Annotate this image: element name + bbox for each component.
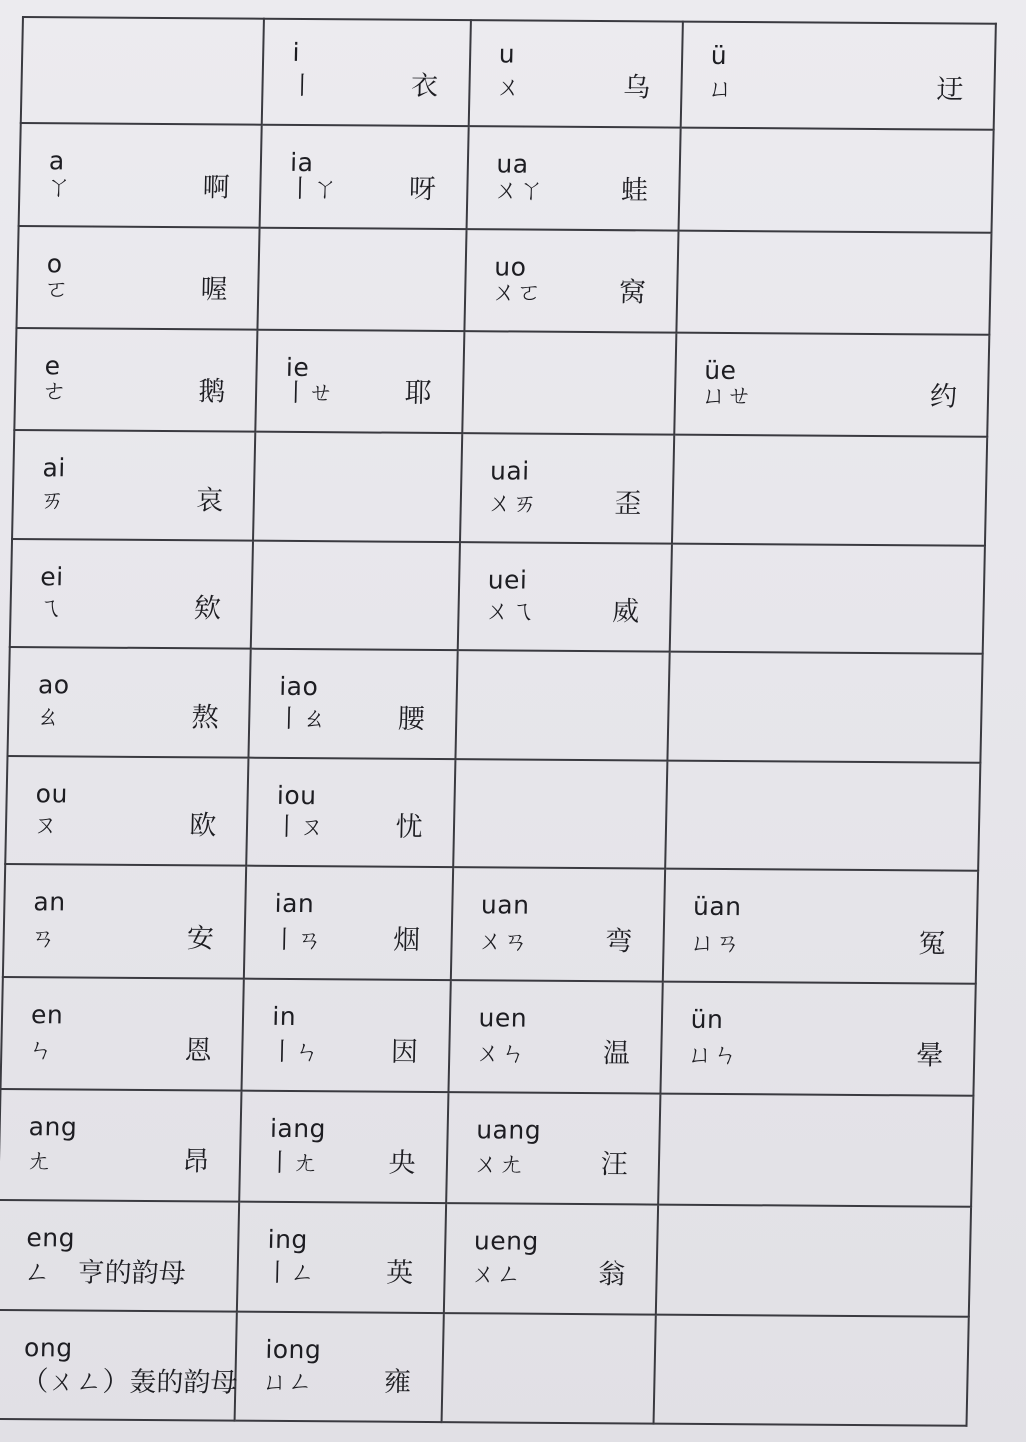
pinyin-label: a xyxy=(48,146,66,176)
table-cell xyxy=(446,1093,660,1205)
table-cell xyxy=(653,1315,969,1426)
zhuyin-symbol: ㄩㄢ xyxy=(689,927,741,957)
table-cell xyxy=(441,1314,655,1424)
zhuyin-symbol: ㄩㄥ xyxy=(262,1366,314,1397)
zhuyin-symbol: 丨ㄢ xyxy=(271,924,323,955)
pinyin-label: ün xyxy=(690,1004,724,1034)
cell-content xyxy=(469,21,681,127)
example-character: 蛙 xyxy=(620,174,649,207)
cell-content xyxy=(668,653,982,762)
cell-content xyxy=(263,20,469,126)
table-cell xyxy=(658,1094,974,1207)
table-cell xyxy=(665,760,981,871)
zhuyin-symbol: ㄡ xyxy=(32,810,59,840)
example-character: 因 xyxy=(390,1037,419,1069)
table-cell xyxy=(462,331,676,435)
example-character: 雍 xyxy=(383,1366,412,1398)
table-cell xyxy=(0,1200,239,1312)
example-character: 窝 xyxy=(618,277,647,309)
example-character: 欧 xyxy=(189,810,217,842)
table-cell xyxy=(667,652,983,763)
table-cell xyxy=(1,977,245,1091)
pinyin-label: e xyxy=(44,351,61,381)
pinyin-label: uo xyxy=(494,252,527,282)
table-cell xyxy=(251,541,460,651)
pinyin-label: iao xyxy=(278,672,319,702)
cell-content xyxy=(22,18,263,124)
zhuyin-symbol: ㄚ xyxy=(46,171,72,202)
zhuyin-symbol: 丨ㄡ xyxy=(274,812,325,842)
example-character: 歪 xyxy=(614,488,642,520)
example-character: 烟 xyxy=(392,924,421,956)
pinyin-label: ü xyxy=(710,40,728,70)
cell-content xyxy=(245,867,452,979)
table-cell xyxy=(448,980,662,1094)
example-character: 冤 xyxy=(918,928,946,960)
table-row xyxy=(1,977,976,1096)
table-cell xyxy=(669,543,985,654)
cell-content xyxy=(13,431,254,539)
cell-content xyxy=(451,868,663,980)
table-cell xyxy=(16,226,259,330)
table-cell xyxy=(235,1312,444,1422)
pinyin-label: ei xyxy=(39,562,64,592)
table-cell xyxy=(655,1205,971,1318)
zhuyin-symbol: ㄨ xyxy=(495,72,522,102)
final-note: （ㄨㄥ）轰的韵母 xyxy=(21,1366,238,1399)
table-cell xyxy=(466,127,680,231)
cell-content xyxy=(659,1095,973,1206)
example-character: 恩 xyxy=(184,1035,212,1067)
zhuyin-symbol: ㄠ xyxy=(35,701,61,732)
pinyin-label: iang xyxy=(269,1114,327,1144)
pinyin-label: uang xyxy=(475,1115,542,1146)
table-cell xyxy=(237,1202,446,1314)
table-cell xyxy=(5,756,249,866)
zhuyin-symbol: ㄨㄟ xyxy=(484,596,536,626)
pinyin-label: o xyxy=(46,248,63,279)
table-cell xyxy=(460,434,674,544)
table-cell xyxy=(14,328,257,432)
cell-content xyxy=(238,1203,445,1313)
table-cell xyxy=(464,229,678,333)
zhuyin-symbol: 丨ㄤ xyxy=(266,1147,318,1178)
cell-content xyxy=(20,124,261,226)
pinyin-label: iong xyxy=(265,1335,322,1365)
zhuyin-symbol: 丨 xyxy=(289,71,316,101)
cell-content xyxy=(0,1311,236,1419)
table-row xyxy=(10,539,985,654)
cell-content xyxy=(654,1316,968,1425)
zhuyin-symbol: 丨ㄝ xyxy=(283,378,334,408)
table-cell xyxy=(455,650,669,760)
zhuyin-symbol: ㄩㄣ xyxy=(687,1040,739,1070)
example-character: 耶 xyxy=(404,378,432,410)
table-cell xyxy=(674,333,989,438)
table-cell xyxy=(260,125,468,229)
table-row xyxy=(3,864,978,983)
zhuyin-symbol: ㄩ xyxy=(707,74,734,104)
zhuyin-symbol: ㄣ xyxy=(28,1035,54,1065)
table-cell xyxy=(662,869,978,984)
pinyin-label: ie xyxy=(285,352,310,383)
table-row xyxy=(12,430,987,545)
table-cell xyxy=(253,432,462,542)
cell-content xyxy=(681,23,994,130)
pinyin-label: ong xyxy=(23,1333,73,1363)
cell-content xyxy=(243,980,450,1092)
table-cell xyxy=(10,539,254,649)
pinyin-label: en xyxy=(30,1000,64,1030)
example-character: 汪 xyxy=(600,1149,628,1181)
example-character: 弯 xyxy=(604,926,633,958)
zhuyin-symbol: ㄨㄞ xyxy=(487,488,538,518)
zhuyin-symbol: ㄨㄣ xyxy=(475,1038,527,1069)
cell-content xyxy=(467,128,679,230)
example-character: 衣 xyxy=(410,71,439,103)
cell-content xyxy=(663,870,977,983)
example-character: 鹅 xyxy=(198,376,226,408)
table-cell xyxy=(443,1203,657,1315)
cell-content xyxy=(661,982,975,1095)
zhuyin-symbol: ㄟ xyxy=(37,593,63,623)
zhuyin-symbol: ㄨㄛ xyxy=(491,277,543,307)
cell-content xyxy=(677,231,990,333)
table-row xyxy=(16,226,991,335)
zhuyin-symbol: ㄜ xyxy=(41,376,68,406)
cell-content xyxy=(670,544,984,653)
pinyin-label: ang xyxy=(28,1112,78,1142)
pinyin-label: eng xyxy=(26,1223,76,1253)
table-row xyxy=(0,1089,973,1206)
table-row xyxy=(0,1200,971,1317)
cell-content xyxy=(458,543,670,651)
zhuyin-symbol: 丨ㄚ xyxy=(287,173,339,203)
example-character: 腰 xyxy=(397,703,426,735)
example-character: 威 xyxy=(611,596,640,628)
example-character: 约 xyxy=(929,381,958,413)
cell-content xyxy=(0,1201,238,1311)
finals-table-wrapper xyxy=(0,16,997,1427)
table-cell xyxy=(256,330,464,434)
pinyin-label: iou xyxy=(276,780,317,810)
pinyin-finals-table xyxy=(0,16,997,1427)
cell-content xyxy=(248,758,454,866)
table-cell xyxy=(244,866,453,980)
zhuyin-symbol: ㄛ xyxy=(43,274,70,304)
zhuyin-symbol: ㄨㄥ xyxy=(470,1259,522,1290)
zhuyin-symbol: 丨ㄣ xyxy=(269,1037,320,1067)
cell-content xyxy=(456,651,668,759)
pinyin-label: üan xyxy=(692,892,742,922)
cell-content xyxy=(679,129,992,231)
table-cell xyxy=(3,864,247,978)
pinyin-label: i xyxy=(292,37,301,67)
cell-content xyxy=(259,228,465,330)
table-cell xyxy=(450,867,664,981)
cell-content xyxy=(463,332,675,434)
zhuyin-symbol: ㄨㄤ xyxy=(473,1149,524,1179)
example-character: 英 xyxy=(385,1258,414,1290)
table-cell xyxy=(678,128,993,233)
cell-content xyxy=(240,1092,447,1202)
pinyin-label: u xyxy=(498,39,516,69)
pinyin-label: ua xyxy=(496,149,529,179)
table-cell xyxy=(258,227,466,331)
pinyin-label: an xyxy=(33,887,66,917)
table-cell xyxy=(247,757,456,867)
example-character: 央 xyxy=(388,1147,416,1179)
zhuyin-symbol: ㄞ xyxy=(39,485,66,515)
example-character: 喔 xyxy=(200,274,228,306)
zhuyin-symbol: ㄨㄚ xyxy=(493,175,545,205)
example-character: 翁 xyxy=(597,1259,626,1291)
table-cell xyxy=(468,20,682,128)
cell-content xyxy=(454,760,666,868)
table-row xyxy=(19,123,994,232)
cell-content xyxy=(17,227,258,329)
cell-content xyxy=(2,978,244,1090)
table-cell xyxy=(239,1091,448,1203)
table-row xyxy=(8,647,983,762)
cell-content xyxy=(236,1313,442,1421)
cell-content xyxy=(4,865,246,977)
example-character: 昂 xyxy=(181,1146,210,1178)
cell-content xyxy=(673,436,987,545)
zhuyin-symbol: ㄤ xyxy=(25,1146,52,1176)
cell-content xyxy=(0,1090,241,1200)
cell-content xyxy=(444,1204,656,1314)
example-character: 乌 xyxy=(622,72,651,104)
cell-content xyxy=(657,1206,971,1317)
pinyin-label: uan xyxy=(480,890,530,920)
zhuyin-symbol: 丨ㄠ xyxy=(276,703,327,734)
table-cell xyxy=(457,542,671,652)
example-character: 啊 xyxy=(202,172,231,204)
table-cell xyxy=(21,17,264,125)
final-note: ㄥ 亨的韵母 xyxy=(23,1257,186,1290)
zhuyin-symbol: ㄩㄝ xyxy=(701,381,753,411)
table-cell xyxy=(680,22,996,131)
table-row xyxy=(14,328,989,437)
table-cell xyxy=(672,435,988,546)
pinyin-label: uen xyxy=(478,1003,528,1033)
table-cell xyxy=(676,230,991,335)
pinyin-label: ia xyxy=(289,148,314,178)
pinyin-label: üe xyxy=(703,355,737,386)
table-cell xyxy=(262,19,470,127)
pinyin-label: uei xyxy=(487,565,528,595)
cell-content xyxy=(252,542,458,650)
example-character: 熬 xyxy=(191,702,219,734)
cell-content xyxy=(11,540,252,648)
table-row xyxy=(0,1310,969,1425)
example-character: 欸 xyxy=(193,593,222,625)
pinyin-label: ueng xyxy=(473,1226,540,1256)
table-cell xyxy=(19,123,262,227)
cell-content xyxy=(449,981,661,1093)
pinyin-label: ai xyxy=(42,453,67,483)
cell-content xyxy=(250,650,456,758)
cell-content xyxy=(261,126,467,228)
table-cell xyxy=(660,981,976,1096)
cell-content xyxy=(15,329,256,431)
cell-content xyxy=(447,1094,659,1204)
cell-content xyxy=(6,757,247,865)
example-character: 晕 xyxy=(915,1040,944,1072)
cell-content xyxy=(666,761,980,870)
cell-content xyxy=(257,331,463,433)
cell-content xyxy=(675,334,988,436)
zhuyin-symbol: 丨ㄥ xyxy=(264,1258,316,1288)
table-cell xyxy=(8,647,252,757)
example-character: 迂 xyxy=(936,74,964,107)
table-cell xyxy=(249,649,458,759)
cell-content xyxy=(254,433,460,541)
pinyin-label: ian xyxy=(274,889,315,919)
example-character: 忧 xyxy=(395,811,423,844)
zhuyin-symbol: ㄨㄢ xyxy=(477,926,529,956)
table-cell xyxy=(12,430,256,540)
pinyin-label: ao xyxy=(37,670,70,700)
example-character: 安 xyxy=(186,923,215,955)
example-character: 温 xyxy=(602,1038,631,1070)
pinyin-label: ou xyxy=(35,779,69,809)
table-cell xyxy=(453,759,667,869)
table-cell xyxy=(0,1310,237,1420)
table-cell xyxy=(0,1089,242,1201)
cell-content xyxy=(442,1315,654,1423)
pinyin-label: uai xyxy=(489,456,530,487)
pinyin-label: in xyxy=(272,1001,297,1031)
table-row xyxy=(5,756,980,871)
zhuyin-symbol: ㄢ xyxy=(30,923,57,953)
header-row xyxy=(21,17,996,130)
table-cell xyxy=(242,979,451,1093)
example-character: 呀 xyxy=(408,173,437,205)
cell-content xyxy=(9,648,250,756)
cell-content xyxy=(461,435,673,543)
pinyin-label: ing xyxy=(267,1224,309,1255)
cell-content xyxy=(465,230,677,332)
example-character: 哀 xyxy=(195,485,224,517)
